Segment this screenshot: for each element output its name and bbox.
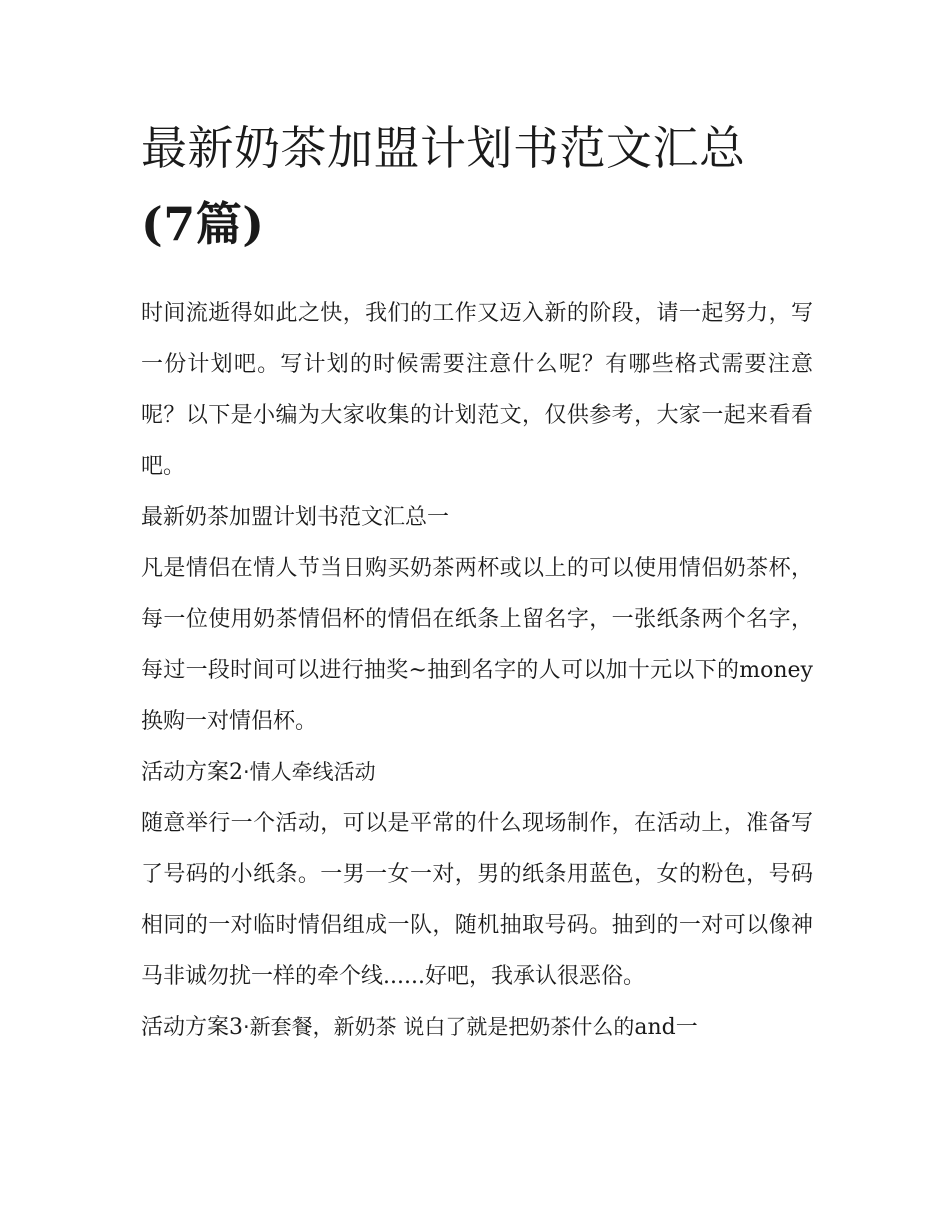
paragraph-matchmaking: 随意举行一个活动，可以是平常的什么现场制作，在活动上，准备写了号码的小纸条。一男一女一对，男的纸条用蓝色，女的粉色，号码相同的一对临时情侣组成一队，随机抽取号码。抽到的一对可以像神马非诚勿扰一样的牵个线......好吧，我承认很恶俗。 — [141, 811, 813, 989]
plan-2-title: ·情人牵线活动 — [243, 760, 376, 784]
plan-3-heading — [141, 1002, 813, 1053]
plan-3-prefix: 活动方案3 — [141, 1015, 243, 1040]
title-main: 最新奶茶加盟计划书范文汇总 — [141, 121, 746, 175]
plan-2-heading — [141, 747, 813, 798]
plan-2-prefix: 活动方案2 — [141, 760, 243, 785]
plan-3-tail: and一 — [634, 1015, 698, 1040]
document-page — [141, 110, 813, 1053]
section-heading: 最新奶茶加盟计划书范文汇总一 — [141, 505, 450, 530]
plan-3-title: ·新套餐，新奶茶 说白了就是把奶茶什么的 — [243, 1015, 635, 1039]
document-title — [141, 110, 813, 262]
intro-paragraph: 时间流逝得如此之快，我们的工作又迈入新的阶段，请一起努力，写一份计划吧。写计划的时候需要注意什么呢？有哪些格式需要注意呢？以下是小编为大家收集的计划范文，仅供参考，大家一起来看看吧。 — [141, 301, 813, 479]
title-suffix: (7篇) — [141, 197, 265, 251]
paragraph-couple-cup: 凡是情侣在情人节当日购买奶茶两杯或以上的可以使用情侣奶茶杯，每一位使用奶茶情侣杯的情侣在纸条上留名字，一张纸条两个名字，每过一段时间可以进行抽奖~抽到名字的人可以加十元以下的money换购一对情侣杯。 — [141, 556, 813, 734]
